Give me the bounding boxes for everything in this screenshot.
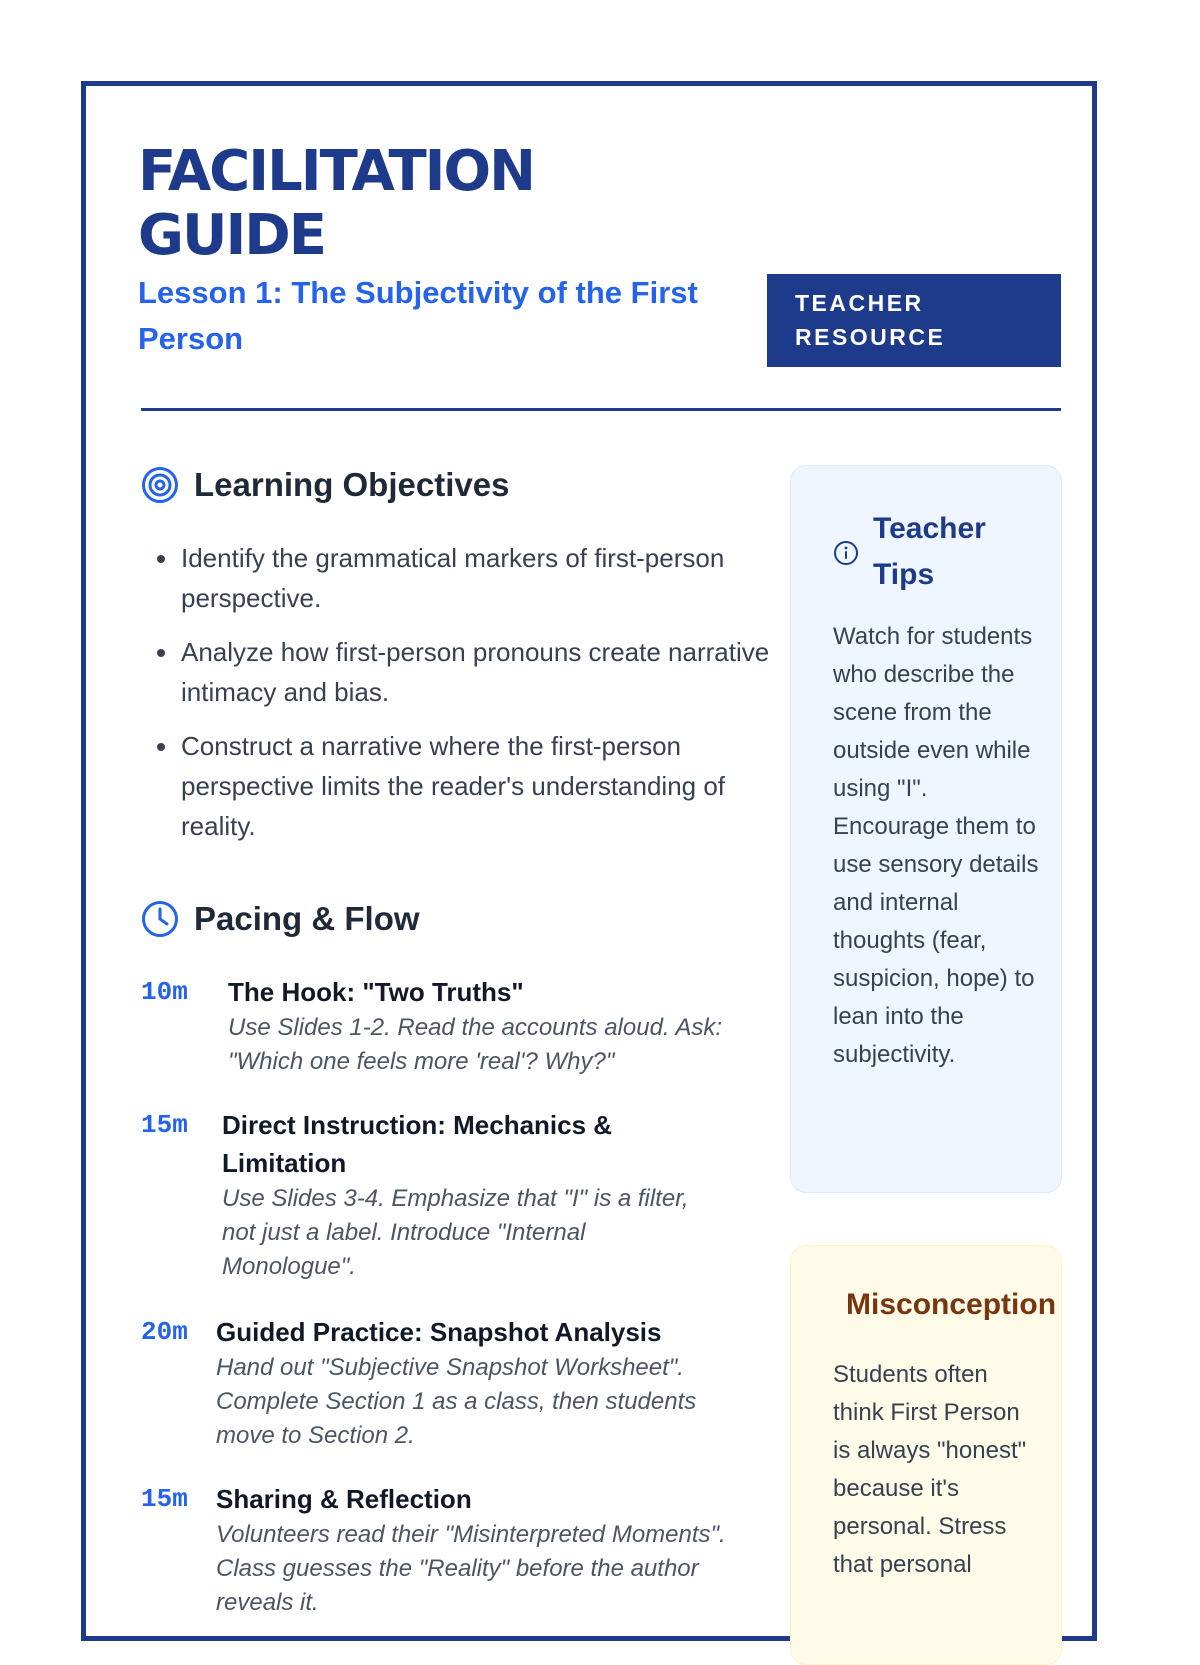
teacher-resource-badge: TEACHER RESOURCE (767, 274, 1061, 367)
info-icon (833, 540, 859, 566)
objectives-header (141, 466, 509, 504)
clock-icon (141, 900, 179, 938)
pacing-title: Guided Practice: Snapshot Analysis (216, 1317, 662, 1347)
misconception-text: Students often think First Person is always "honest" because it's personal. Stress that personal (833, 1361, 1027, 1578)
pacing-desc: Use Slides 1-2. Read the accounts aloud. Ask: "Which one feels more 'real'? Why?" (228, 1014, 723, 1075)
pacing-time: 20m (141, 1317, 188, 1347)
pacing-desc: Hand out "Subjective Snapshot Worksheet". Complete Section 1 as a class, then students move to Section 2. (216, 1354, 697, 1449)
lesson-subtitle: Lesson 1: The Subjectivity of the First Person (138, 275, 698, 356)
pacing-item (141, 1313, 746, 1453)
list-item: Identify the grammatical markers of first-person perspective. (181, 538, 791, 618)
tips-heading: Teacher Tips (873, 512, 986, 591)
header-divider (141, 408, 1061, 411)
pacing-title: The Hook: "Two Truths" (228, 977, 524, 1007)
objectives-list (141, 538, 791, 860)
pacing-item (141, 1106, 746, 1284)
pacing-item (141, 973, 746, 1079)
objectives-heading: Learning Objectives (194, 466, 510, 503)
tips-text: Watch for students who describe the scene from the outside even while using "I". Encourage them to use sensory details and internal thoughts (fear, suspicion, hope) to lean into the subjectivity. (833, 623, 1039, 1068)
misconception-heading: Misconception (846, 1288, 1057, 1321)
list-item: Analyze how first-person pronouns create narrative intimacy and bias. (181, 632, 791, 712)
target-icon (141, 466, 179, 504)
pacing-title: Direct Instruction: Mechanics & Limitation (222, 1110, 613, 1178)
page-title: FACILITATION GUIDE (138, 139, 534, 268)
tips-header (833, 506, 1003, 598)
pacing-time: 10m (141, 977, 188, 1007)
teacher-tips-card (790, 465, 1062, 1193)
pacing-heading: Pacing & Flow (194, 900, 420, 937)
pacing-time: 15m (141, 1110, 188, 1140)
misconception-card (790, 1245, 1062, 1665)
list-item: Construct a narrative where the first-person perspective limits the reader's understanding of reality. (181, 726, 791, 846)
pacing-item (141, 1480, 746, 1620)
pacing-desc: Use Slides 3-4. Emphasize that "I" is a filter, not just a label. Introduce "Internal Monologue". (222, 1185, 689, 1280)
pacing-header (141, 900, 420, 938)
pacing-desc: Volunteers read their "Misinterpreted Moments". Class guesses the "Reality" before the author reveals it. (216, 1521, 726, 1616)
pacing-title: Sharing & Reflection (216, 1484, 472, 1514)
pacing-time: 15m (141, 1484, 188, 1514)
